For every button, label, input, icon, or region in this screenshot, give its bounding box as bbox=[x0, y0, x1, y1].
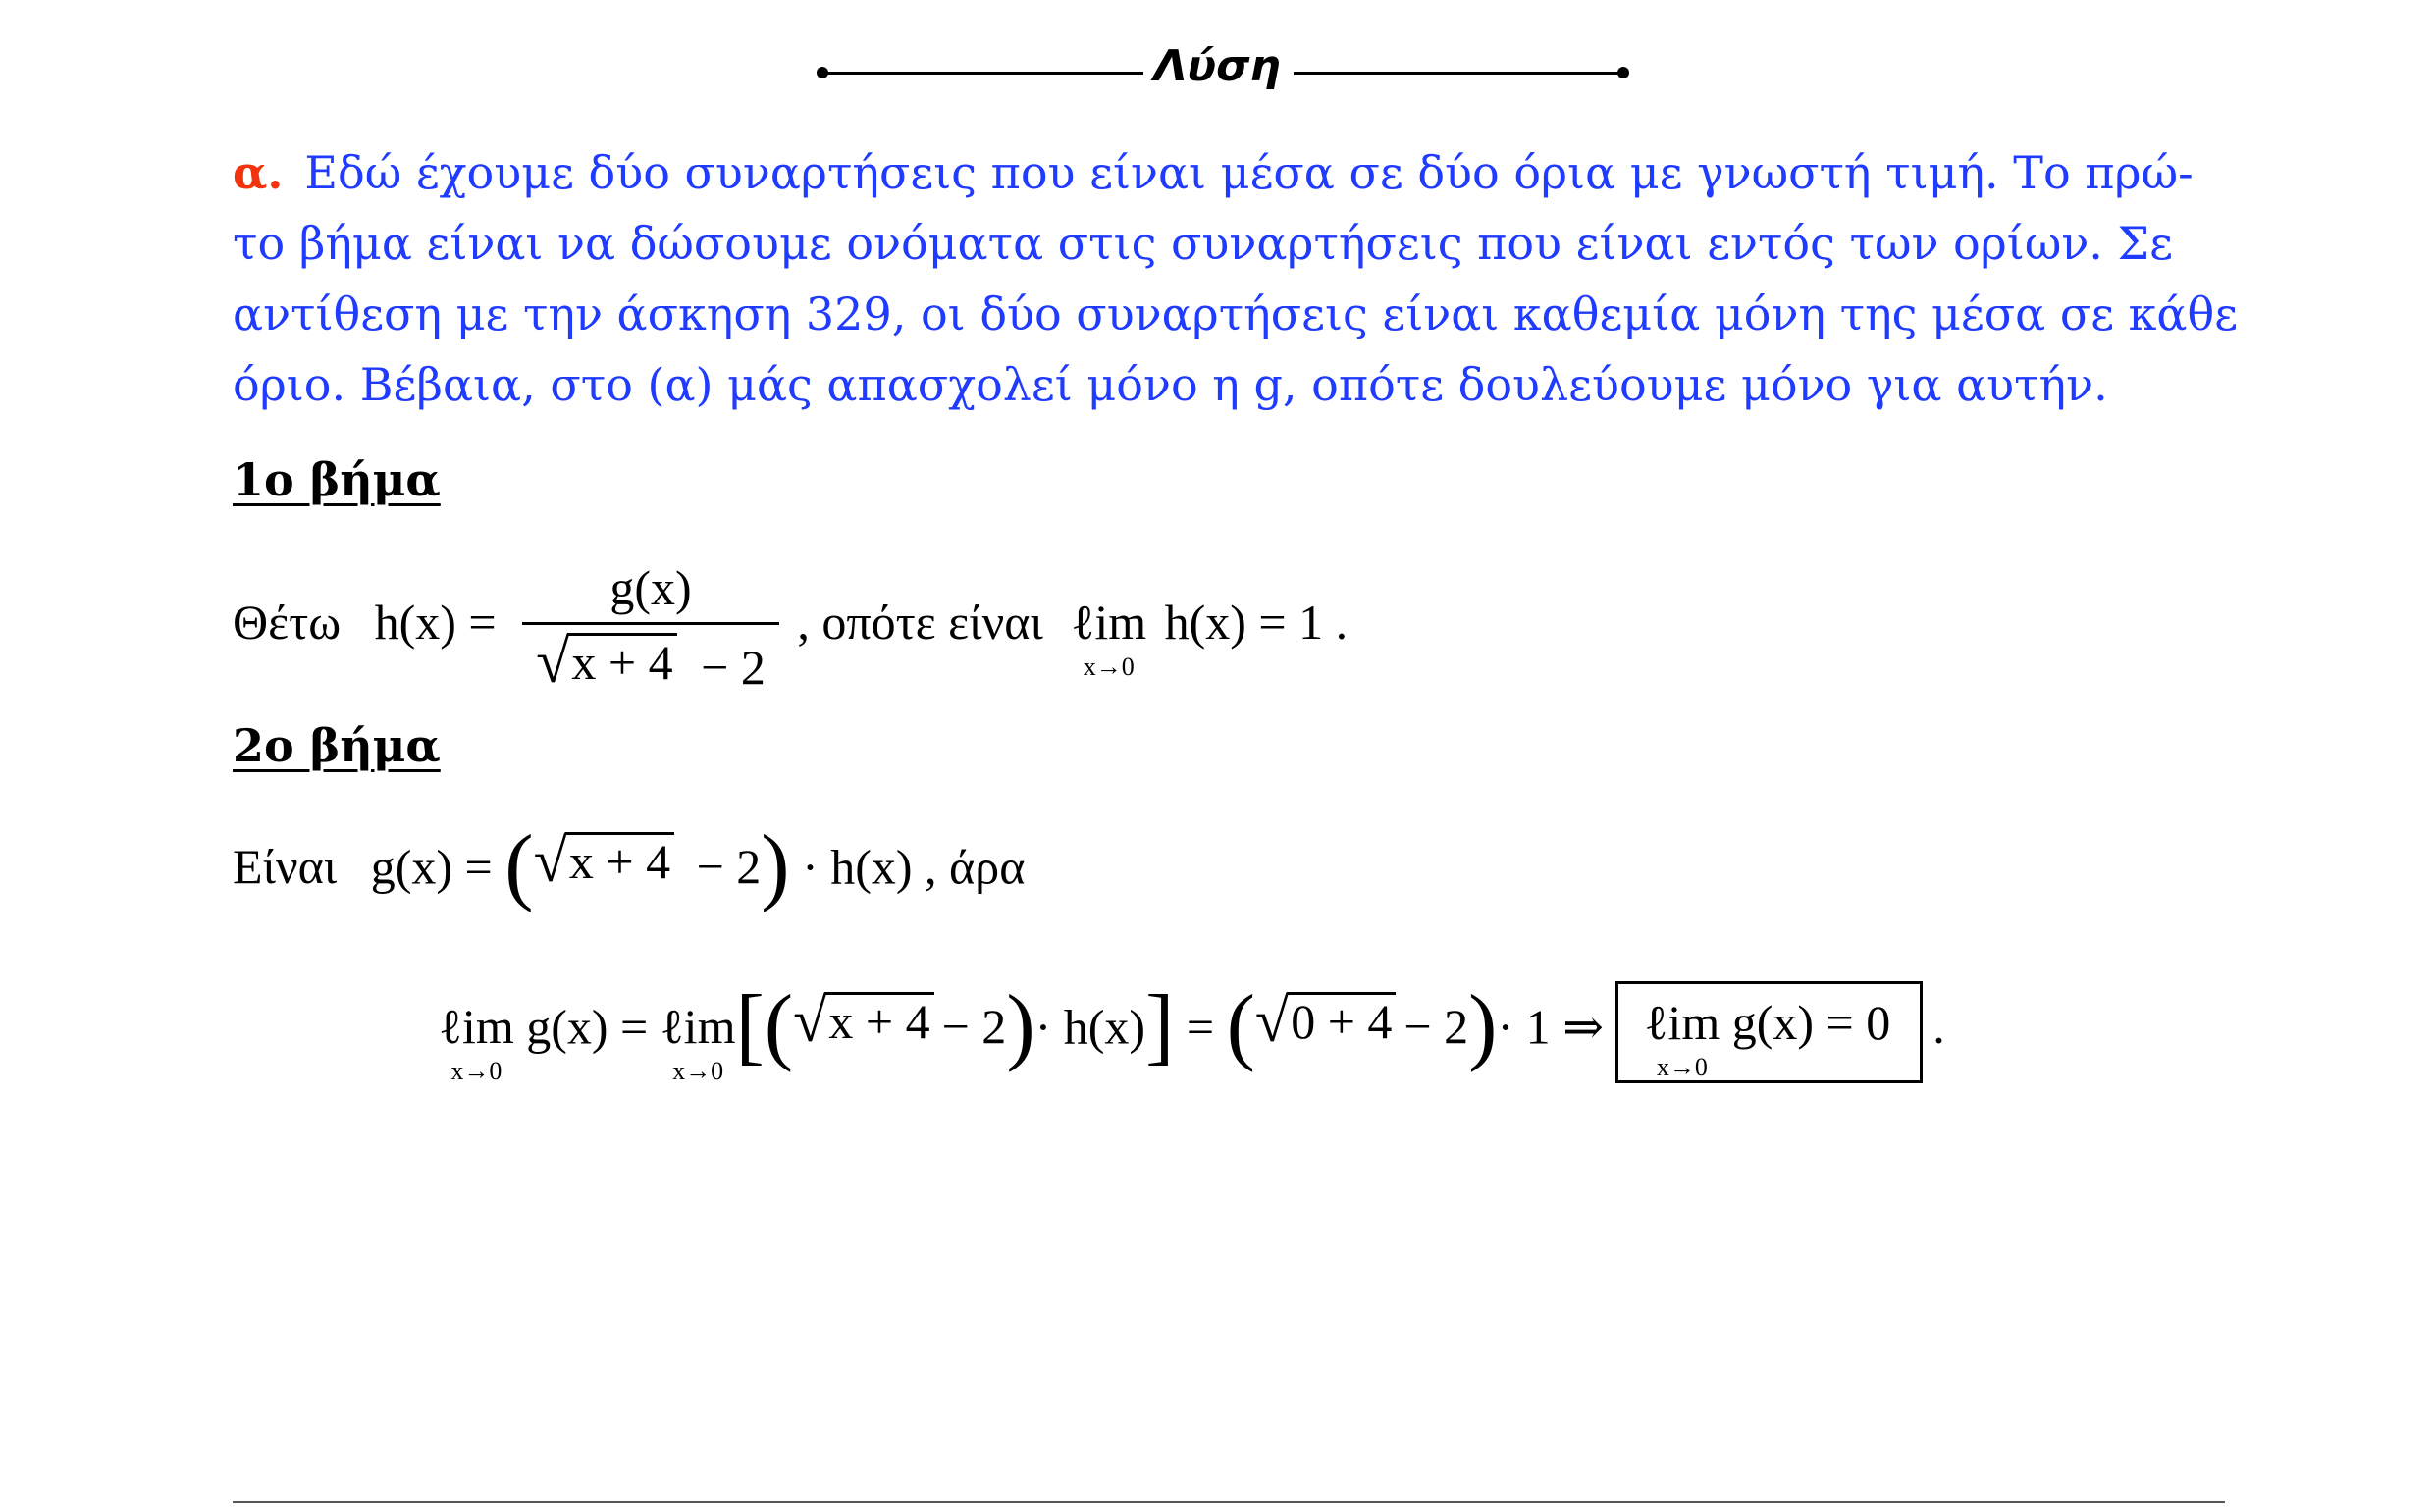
intro-line-2: το βήμα είναι να δώσουμε ονόματα στις συναρτήσεις που είναι εντός των ορίων. Σε bbox=[233, 217, 2173, 270]
radical-sign: √ bbox=[533, 826, 567, 896]
lim-subscript: x→0 bbox=[450, 1057, 503, 1086]
step1-formula bbox=[233, 559, 1348, 696]
eq-end-period: . bbox=[1932, 999, 1945, 1055]
step1-sqrt bbox=[536, 627, 677, 696]
eq-sign: = bbox=[1186, 999, 1215, 1055]
footer-rule bbox=[233, 1501, 2225, 1503]
intro-line-4: όριο. Βέβαια, στο (α) μάς απασχολεί μόνο η g, οπότε δουλεύουμε μόνο για αυτήν. bbox=[233, 358, 2108, 411]
step1-denominator bbox=[522, 625, 779, 696]
eq-mid-1: · h(x) bbox=[1034, 999, 1146, 1055]
paren-open: ( bbox=[764, 978, 794, 1073]
paren-close: ) bbox=[761, 818, 790, 913]
header-right-dot bbox=[1617, 67, 1629, 78]
step1-heading: 1ο βήμα bbox=[233, 453, 441, 506]
intro-paragraph bbox=[233, 137, 2239, 420]
step2-lead: Είναι bbox=[233, 839, 338, 895]
step2-tail: − 2 bbox=[696, 839, 762, 895]
result-text: g(x) = 0 bbox=[1731, 995, 1891, 1050]
step2-sqrt bbox=[533, 826, 675, 896]
eq-radicand-1: x + 4 bbox=[824, 992, 933, 1054]
eq-mid-2: · 1 ⇒ bbox=[1497, 999, 1604, 1055]
step2-heading: 2ο βήμα bbox=[233, 719, 441, 772]
step1-rhs: h(x) = 1 . bbox=[1164, 594, 1349, 650]
paren-close: ) bbox=[1006, 978, 1035, 1073]
header-title: Λύση bbox=[1153, 41, 1281, 91]
bracket-close: ] bbox=[1145, 978, 1175, 1073]
intro-line-3: αντίθεση με την άσκηση 329, οι δύο συναρτήσεις είναι καθεμία μόνη της μέσα σε κάθε bbox=[233, 287, 2239, 340]
bracket-open: [ bbox=[735, 978, 765, 1073]
step2-rest: · h(x) , άρα bbox=[802, 839, 1026, 895]
eq-sqrt-1 bbox=[793, 986, 934, 1056]
step1-lead: Θέτω bbox=[233, 594, 342, 650]
lim-operator: ℓim bbox=[1071, 594, 1147, 650]
eq-radicand-2: 0 + 4 bbox=[1287, 992, 1396, 1054]
step1-radicand: x + 4 bbox=[567, 633, 676, 695]
header-right-rule bbox=[1294, 72, 1623, 75]
step1-lhs: h(x) = bbox=[374, 594, 497, 650]
step1-numerator: g(x) bbox=[522, 559, 779, 625]
limit-equation bbox=[439, 978, 1945, 1086]
eq-limit-1 bbox=[439, 998, 514, 1086]
eq-f1: g(x) = bbox=[526, 999, 649, 1055]
step1-connector: , οπότε είναι bbox=[797, 594, 1043, 650]
lim-subscript: x→0 bbox=[672, 1057, 724, 1086]
step1-fraction bbox=[522, 559, 779, 696]
eq-sqrt-2 bbox=[1254, 986, 1397, 1056]
step2-radicand: x + 4 bbox=[565, 832, 674, 894]
radical-sign: √ bbox=[536, 627, 570, 696]
radical-sign: √ bbox=[793, 986, 827, 1056]
header-left-rule bbox=[824, 72, 1143, 75]
lim-operator: ℓim bbox=[439, 999, 514, 1055]
intro-text-1: Εδώ έχουμε δύο συναρτήσεις που είναι μέσα σε δύο όρια με γνωστή τιμή. Το πρώ- bbox=[304, 146, 2194, 199]
lim-operator: ℓim bbox=[660, 999, 736, 1055]
lim-subscript: x→0 bbox=[1083, 652, 1135, 681]
step2-formula bbox=[233, 818, 1026, 915]
step1-den-tail: − 2 bbox=[701, 640, 766, 695]
step1-limit bbox=[1071, 594, 1147, 681]
eq-limit-2 bbox=[660, 998, 736, 1086]
paren-close: ) bbox=[1468, 978, 1498, 1073]
eq-tail-1: − 2 bbox=[941, 999, 1007, 1055]
eq-limit-3 bbox=[1644, 994, 1720, 1081]
lim-operator: ℓim bbox=[1644, 995, 1720, 1050]
lim-subscript: x→0 bbox=[1656, 1053, 1708, 1081]
eq-tail-2: − 2 bbox=[1403, 999, 1469, 1055]
paren-open: ( bbox=[504, 818, 534, 913]
paren-open: ( bbox=[1226, 978, 1255, 1073]
step2-lhs: g(x) = bbox=[370, 839, 493, 895]
part-label: α. bbox=[233, 146, 284, 199]
intro-line-1 bbox=[233, 137, 2225, 208]
radical-sign: √ bbox=[1254, 986, 1290, 1056]
result-box bbox=[1615, 981, 1923, 1083]
